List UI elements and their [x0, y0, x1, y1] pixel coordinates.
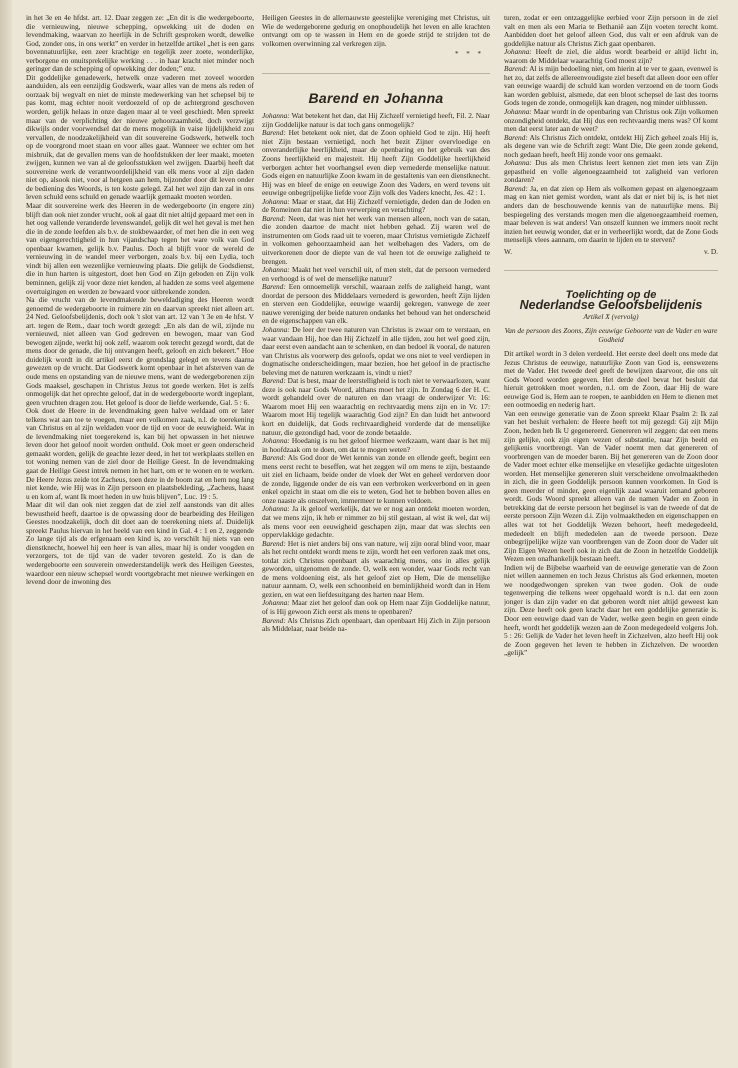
article-paragraph: Heiligen Geestes in de allernauwste geestelijke vereniging met Christus, uit Wie de wedergeborene gedurig en onophoudelijk het leven en alle krachten ontvangt om op te wassen in Hem en de goede strijd te strijden tot de volkomen overwinning zal verkregen zijn.: [262, 14, 490, 48]
dialogue-text: Dat is best, maar de leerstelligheid is toch niet te verwaarlozen, want deze is ook naar Gods Woord, althans moet het zijn. In Zondag 6 der H. C. wordt gehandeld over de naturen en dan vraagt de onderwijzer Vr. 16: Waarom moet Hij een waarachtig en rechtvaardig mens zijn en in Vr. 17: Waarom moet Hij tegelijk waarachtig God zijn? En dan luidt het antwoord kort en duidelijk, dat Gods rechtvaardigheid vorderde dat de menselijke natuur, die gezondigd had, voor de zonde betaalde.: [262, 376, 490, 437]
speaker-name: Johanna:: [262, 196, 290, 206]
column-right: [504, 14, 718, 1054]
dialogue-paragraph: [262, 129, 490, 197]
dialogue-text: Het betekent ook niet, dat de Zoon ophield God te zijn. Hij heeft niet Zijn bestaan vernietigd, noch het bezit Zijner overvloedige en onveranderlijke heerlijkheid, maar de openbaring en het gebruik van des Zoons heerlijkheid en majesteit. Hij heeft Zijn Goddelijke heerlijkheid verborgen achter het voorhangsel even diep vernederde menselijke natuur. Gods eigen en natuurlijke Zoon kwam in de gestaltenis van een dienstknecht. Hij was en bleef de enige en eeuwige Zoon des Vaders, en werd tevens uit eeuwige onbegrijpelijke liefde voor Zijn volk des Vaders knecht, Jes. 42 : 1.: [262, 128, 490, 198]
article-subtitle: Van de persoon des Zoons, Zijn eeuwige Geboorte van de Vader en ware Godheid: [504, 325, 718, 344]
dialogue-text: Maar ziet het geloof dan ook op Hem naar Zijn Goddelijke natuur, of is Hij gewoon Zich eerst als mens te openbaren?: [262, 598, 490, 616]
column-middle: [262, 14, 490, 1054]
signature-right: v. D.: [703, 246, 718, 256]
dialogue-text: Als God door de Wet kennis van zonde en ellende geeft, begint een mens eerst recht te beseffen, wat het zeggen wil om mens te zijn, bestaande uit ziel en lichaam, beide onder de vloek der Wet en geheel verdorven door de zonde, liggende onder de eis van een verbroken werkverbond en in geen enkel opzicht in staat om die eis te weten, God het te hebben boven alles en onze naaste als onszelven, immermeer te kunnen voldoen.: [262, 453, 490, 505]
dialogue-paragraph: [262, 540, 490, 600]
speaker-name: Barend:: [504, 64, 528, 74]
speaker-name: Barend:: [262, 615, 286, 625]
dialogue-text: Hoedanig is nu het geloof hiermee werkzaam, want daar is het mij in hoofdzaak om te doen, om dat te mogen weten?: [262, 436, 490, 454]
dialogue: [262, 112, 490, 633]
speaker-name: Johanna:: [504, 47, 532, 57]
dialogue-paragraph: [262, 454, 490, 505]
article-paragraph: Maar dit souvereine werk des Heeren in de wedergeboorte (in engere zin) blijft dan ook niet zonder vrucht, ook al gaat dit niet altijd gepaard met een in het oog vallende veranderde levenswandel, gelijk dit wel het geval is met hen die in de zonde leefden als b.v. de stokbewaarder, of met hen die in een weg van eigengerechtigheid in hun vijandschap tegen het ware volk van God openbaar kwamen, gelijk b.v. Paulus. Doch al blijft voor de wereld de vernieuwing in de wandel meer verborgen, zoals b.v. bij een Lydia, toch vindt bij allen een wezenlijke vernieuwing plaats. Die gelijk de Godsdienst, die in hun harten is uitgestort, doet hen God en Zijn geboden en Zijn volk beminnen, gelijk zij voor deze niet kenden, al hadden ze soms veel algemene overtuigingen en werden ze bewaard voor uitbrekende zonden.: [26, 201, 254, 296]
speaker-name: Johanna:: [262, 436, 290, 446]
dialogue-text: Heeft de ziel, die aldus wordt bearbeid er altijd licht in, waarom de Middelaar waarachtig God moest zijn?: [504, 47, 718, 65]
dialogue-paragraph: [504, 159, 718, 185]
dialogue-paragraph: [504, 134, 718, 160]
signature-line: [504, 248, 718, 257]
dialogue-paragraph: [262, 599, 490, 616]
dialogue-text: Maar wordt in de openbaring van Christus ook Zijn volkomen onzondigheid ontdekt, dat Hij dus een rechtvaardig mens was? Of komt men dat eerst later aan de weet?: [504, 107, 718, 134]
section-title-line-2: Nederlandse Geloofsbelijdenis: [519, 297, 703, 312]
section-title: Barend en Johanna: [308, 89, 444, 106]
dialogue-text: De leer der twee naturen van Christus is zwaar om te verstaan, en waar vandaan Hij, hoe dan Hij Zichzelf in alle tijden, zou het wel goed zijn, daar eerst even aandacht aan te schenken, en dan bedoel ik vooral, de naturen van Christus als voorwerp des geloofs, opdat we ons niet te veel verdiepen in dogmatische onderscheidingen, maar bezien, hoe het geloof in de practische beleving met de naturen werkzaam is, vindt u niet?: [262, 324, 490, 377]
speaker-name: Johanna:: [262, 265, 290, 275]
dialogue-paragraph: [262, 112, 490, 129]
dialogue-text: Wat betekent het dan, dat Hij Zichzelf vernietigd heeft, Fil. 2. Naar zijn Goddelijke natuur is dat toch gans onmogelijk?: [262, 111, 490, 129]
dialogue-paragraph: [262, 437, 490, 454]
speaker-name: Barend:: [504, 132, 528, 142]
dialogue: [504, 14, 718, 245]
dialogue-paragraph: [504, 65, 718, 108]
speaker-name: Barend:: [262, 376, 286, 386]
speaker-name: Johanna:: [504, 107, 532, 117]
dialogue-text: Maakt het veel verschil uit, of men stelt, dat de persoon vernederd en verhoogd is of wel de menselijke natuur?: [262, 265, 490, 283]
dialogue-paragraph: [262, 215, 490, 266]
dialogue-paragraph: [262, 377, 490, 437]
dialogue-paragraph: [262, 198, 490, 215]
dialogue-paragraph: [262, 326, 490, 377]
dialogue-text: Ja ik geloof werkelijk, dat we er nog aan ontdekt moeten worden, dat we mens zijn, ik heb er nimmer zo bij stil gestaan, al wist ik wel, dat wij als mens voor een eeuwigheid geschapen zijn, maar dat was slechts een oppervlakkige gedachte.: [262, 504, 490, 540]
dialogue-text: Al is mijn bedoeling niet, om hierin al te ver te gaan, evenwel is het zo, dat zelfs de allereenvoudigste ziel beseft dat alleen door een offer van eeuwige waardij de schuld kan worden verzoend en de toorn Gods kan worden gebluist, alsmede, dat een bloot schepsel de last des toorns Gods tegen de zonde, onmogelijk kan dragen, nog minder uitblussen.: [504, 64, 718, 108]
speaker-name: Barend:: [262, 453, 286, 463]
dialogue-text: Het is niet anders bij ons van nature, wij zijn ooral blind voor, maar als het recht ontdekt wordt mens te zijn, wordt het een verloren zaak met ons, totdat zich Christus openbaart als waarachtig mens, ons in alles gelijk geworden, uitgenomen de zonde. O, welk een wonder, waar Gods recht van de mens voldoening eist, als het geloof ziet op Hem, Die de menselijke natuur aannam. O, welk een schoonheid en beminlijkheid wordt dan in Hem gezien, en wat een liefdesuitgang des harten naar Hem.: [262, 538, 490, 599]
speaker-name: Barend:: [262, 213, 286, 223]
article-paragraph: Indien wij de Bijbelse waarheid van de eeuwige generatie van de Zoon niet willen aannemen en toch Jezus Christus als God erkennen, moeten we noodgedwongen spreken van twee goden. Ook de oude tegenwerping die telkens weer opgehaald wordt is n.l. dat een zoon jonger is dan zijn vader en dat geboren wordt niet altijd geweest kan zijn. Deze heeft ook geen kracht daar het een goddelijke generatie is. Door een eeuwige daad van de Vader, welke geen begin en geen einde heeft, wordt het goddelijk wezen aan de Zoon medegedeeld volgens Joh. 5 : 26: Gelijk de Vader het leven heeft in Zichzelven, alzo heeft Hij ook de Zoon gegeven het leven te hebben in Zichzelven. De woorden „gelijk”: [504, 562, 718, 658]
speaker-name: Johanna:: [262, 324, 290, 334]
dialogue-text: Maar er staat, dat Hij Zichzelf vernietigde, deden dan de Joden en de Romeinen dat niet in hun verwerping en verachting?: [262, 196, 490, 215]
dialogue-paragraph: [504, 108, 718, 134]
speaker-name: Johanna:: [262, 598, 290, 608]
section-title-line-1: Toelichting op de: [565, 289, 657, 302]
article-number: Artikel X (vervolg): [583, 312, 639, 322]
speaker-name: Johanna:: [262, 111, 290, 121]
speaker-name: Johanna:: [504, 158, 532, 168]
article-paragraph: Maar dit wil dan ook niet zeggen dat de ziel zelf aanstonds van dit alles bewustheid heeft, daartoe is de opwassing door de bearbeiding des Heiligen Geestes noodzakelijk, doch dit doet aan de toerekening niets af. Duidelijk spreekt Paulus hiervan in het beeld van een kind in Gal. 4 : 1 en 2, zeggende Zo lange tijd als de erfgenaam een kind is, zo verschilt hij niets van een dienstknecht, hoewel hij een heer is van alles, maar hij is onder voogden en verzorgers, tot de tijd van de vader tevoren gesteld. Zo is dan de wedergeboorte een souverein onwederstandelijk werk des Heiligen Geestes, waardoor een nieuw schepsel wordt voortgebracht met nieuwe werkingen en levend door de inwoning des: [26, 500, 254, 587]
dialogue-text: Neen, dat was niet het werk van mensen alleen, noch van de satan, die zonden daartoe de macht niet hebben gehad. Zij waren wel de instrumenten om Gods raad uit te voeren, maar Christus vernietigde Zichzelf in volkomen gehoorzaamheid aan het welbehagen des Vaders, om de uitverkorenen door de diepte van de val heen tot de eeuwige zaligheid te brengen.: [262, 213, 490, 266]
article-paragraph: Van een eeuwige generatie van de Zoon spreekt Klaar Psalm 2: Ik zal van het besluit verhalen: de Heere heeft tot mij gezegd: Gij zijt Mijn Zoon, heden heb Ik U gegenereerd. Genereren wil zeggen: dat een mens zijn gelijke, ook zijn eigen wezen of substantie, naar Zijn beeld en gelijkenis voortbrengt. Van de Vader noemt men dat genereren of voorbrengen van de moeder baren. Bij het genereren van de Zoon door de Vader moet echter elke menselijke en vleselijke gedachte uitgesloten worden. Het menselijke genereren sluit verscheidene onvolmaaktheden in zich, die in geen Goddelijk persoon kunnen voorkomen. In God is geen meerder of minder, geen eigenlijk zaad waaruit iemand geboren wordt. Gods Woord spreekt alleen van de namen Vader en Zoon in betrekking dat de eerste persoon het beginsel is van de tweede of dat de eerste persoon Zijn Wezen d.i. Zijn volmaaktheden en eigenschappen en alles wat tot het Goddelijk Wezen behoort, heeft medegedeeld, mededeelt en blijft mededelen aan de tweede persoon. Deze onbegrijpelijke wijze van voortbrengen van de Zoon door de Vader uit Zijn Eigen Wezen heeft ook in zich dat de Zoon in hetzelfde Goddelijk Wezen een onafhankelijk bestaan heeft.: [504, 408, 718, 564]
speaker-name: Barend:: [262, 538, 286, 548]
article-paragraph: Dit artikel wordt in 3 delen verdeeld. Het eerste deel deelt ons mede dat Jezus Christus de eeuwige, natuurlijke Zoon van God is, eenswezens met de Vader. Het tweede deel geeft de bewijzen daarvoor, die ons uit Gods Woord worden gegeven. Het derde deel bevat het besluit dat hieruit getrokken moet worden, n.l. om de Zoon, daar Hij de ware eeuwige God is, Hem aan te roepen, te aanbidden en Hem te dienen met een ootmoedig en nederig hart.: [504, 349, 718, 410]
divider: [504, 270, 718, 271]
dialogue-text: Een onnoemelijk verschil, waaraan zelfs de zaligheid hangt, want doordat de persoon des Middelaars vernederd is geworden, heeft Zijn lijden en sterven een Goddelijke, eeuwige waardij gekregen, vanwege de zeer nauwe vereniging der beide naturen ondanks het behoud van het onderscheid en de eigenschappen van elk.: [262, 282, 490, 326]
dialogue-text: Als Christus Zich ontdekt, ontdekt Hij Zich geheel zoals Hij is, als degene van wie de Schrift zegt: Want Die, Die geen zonde gekend, noch gedaan heeft, heeft Hij zonde voor ons gemaakt.: [504, 132, 718, 159]
article-paragraph: Ook doet de Heere in de levendmaking geen halve weldaad om er later telkens wat aan toe te voegen, maar een volkomen zaak, n.l. de toerekening van Christus en al zijn weldaden voor de tijd en voor de eeuwigheid. Wat in de levendmaking niet toegerekend is, kan bij het opwassen in het nieuwe leven door het geloof nooit worden onthuld. Ook moet er geen onderscheid gemaakt worden, gelijk de geachte lezer deed, in het tot werkplaats stellen en tot woning nemen van de ziel door de Heilige Geest. In de levendmaking gaat de Heilige Geest intrek nemen in het hart, om er te wonen en te werken. De Heere Jezus zeide tot Zacheus, toen deze in de boom zat en hem nog lang niet kende, wie Hij was in Zijn persoon en plaatsbekleding, „Zacheus, haast u en kom af, want Ik moet heden in uw huis blijven”, Luc. 19 : 5.: [26, 406, 254, 501]
divider: [262, 73, 490, 74]
article-paragraph: Dit goddelijke genadewerk, hetwelk onze vaderen met zoveel woorden aanduiden, als een eenzijdig Godswerk, waar alles van de mens als reden of oorzaak bij wegvalt en niet de minste medewerking van het schepsel bij te pas komt, mag echter nooit verdoezeld of op de achtergrond geschoven worden, gelijk helaas in onze dagen maar al te veel geschiedt. Men spreekt maar van de verplichting der nieuwe gehoorzaamheid, doch verzwijgt dikwijls onder voorwendsel dat de mens mogelijk in vaise lijdelijkheid zou vervallen, de noodzakelijkheid van dit souvereine Godswerk, hetwelk toch op de voorgrond moet staan en voor alles gaat. Wanneer we echter om het misbruik, dat de gevallen mens van de hoofdstukken der leer maakt, moeten zwijgen, kunnen we van al de geloofsstukken wel zwijgen. Daarbij heeft dat souvereine werk de verantwoordelijkheid van elk mens voor al zijn daden niet op, alsook niet, voor al hetgeen aan hem, bijzonder door dit leven onder de bediening des Woords, is ten koste gelegd. Zal het wel zijn dan zal in ons leven schuld eens schuld en genade waarlijk gemaakt moeten worden.: [26, 72, 254, 202]
dialogue-paragraph: [262, 617, 490, 634]
dialogue-paragraph: [262, 505, 490, 539]
dialogue-text: Als Christus Zich openbaart, dan openbaart Hij Zich in Zijn persoon als Middelaar, naar beide na-: [262, 615, 490, 634]
article-paragraph: in het 3e en 4e hfdst. art. 12. Daar zeggen ze: „En dit is die wedergeboorte, die vernieuwing, nieuwe schepping, opwekking uit de doden en levendmaking, waarvan zo heerlijk in de Schrift gesproken wordt, dewelke God, zonder ons, in ons werkt” en verder in hetzelfde artikel „het is een gans bovennatuurlijke, een zeer krachtige en tegelijk zeer zoete, wonderlijke, verborgene en onuitsprekelijke werking . . . in haar kracht niet minder noch geringer dan de schepping of opwekking der doden;” enz.: [26, 14, 254, 74]
speaker-name: Johanna:: [262, 504, 290, 514]
section-separator: * * *: [455, 50, 484, 59]
speaker-name: Barend:: [262, 128, 286, 138]
dialogue-paragraph: [262, 283, 490, 326]
dialogue-paragraph: [262, 266, 490, 283]
dialogue-paragraph: [504, 14, 718, 48]
signature-left: W.: [504, 246, 513, 256]
dialogue-paragraph: [504, 48, 718, 65]
dialogue-text: turen, zodat er een ontzaggelijke eerbied voor Zijn persoon in de ziel valt en men als een Maria te Bethanië aan Zijn voeten terecht komt. Aanbidden doet het geloof alleen God, dus valt er een afdruk van de goddelijke natuur als Christus Zich gaat openbaren.: [504, 14, 718, 48]
column-left: [26, 14, 254, 1054]
dialogue-text: Dus als men Christus leert kennen ziet men iets van Zijn gepastheid en volle algenoegzaamheid tot zaligheid van verloren zondaren?: [504, 158, 718, 185]
speaker-name: Barend:: [262, 282, 286, 292]
article-paragraph: Na die vrucht van de levendmakende beweldadiging des Heeren wordt genoemd de wedergeboorte in ruimere zin en daarvan spreekt niet alleen art. 24 Ned. Geloofsbelijdenis, doch ook 't slot van art. 12 van 't 3e en 4e hfst. V art. tegen de Rem., daar toch wordt gezegd: „En als dan de wil, zijnde nu vernieuwd, niet alleen van God gedreven en bewogen, maar van God bewogen zijnde, werkt hij ook zelf, waarom ook terecht gezegd wordt, dat de mens door de genade, die hij ontvangen heeft, gelooft en zich bekeert.” Hoe duidelijk wordt in dit artikel eerst de grondslag gelegd en tevens daarna gewezen op de vrucht. Dat Godswerk komt openbaar in het afsterven van de oude mens en opstanding van de nieuwe mens, want de wedergeborenen zijn Gods maaksel, geschapen in Christus Jezus tot goede werken. Het is zelfs onmogelijk dat het oprechte geloof, dat in de wedergeboorte wordt ingeplant, geen vruchten dragen zou. Het geloof is door de liefde werkende, Gal. 5 : 6.: [26, 295, 254, 407]
dialogue-paragraph: [504, 185, 718, 245]
dialogue-text: Ja, en dat zien op Hem als volkomen gepast en algenoegzaam mag en kan niet gemist worden, want als dat er niet bij is, is het niet anders dan de beschouwende kennis van de natuurlijke mens. Bij bespiegeling des verstands mogen men die algenoegzaamheid roemen, maar beleven is wat anders! Van onszelf kunnen we immers nooit recht inzien het eeuwig wonder, dat er in verheerlijkt wordt, dat de Zone Gods menselijk vlees aannam, om daarin te lijden en te sterven?: [504, 183, 718, 245]
speaker-name: Barend:: [504, 183, 528, 193]
